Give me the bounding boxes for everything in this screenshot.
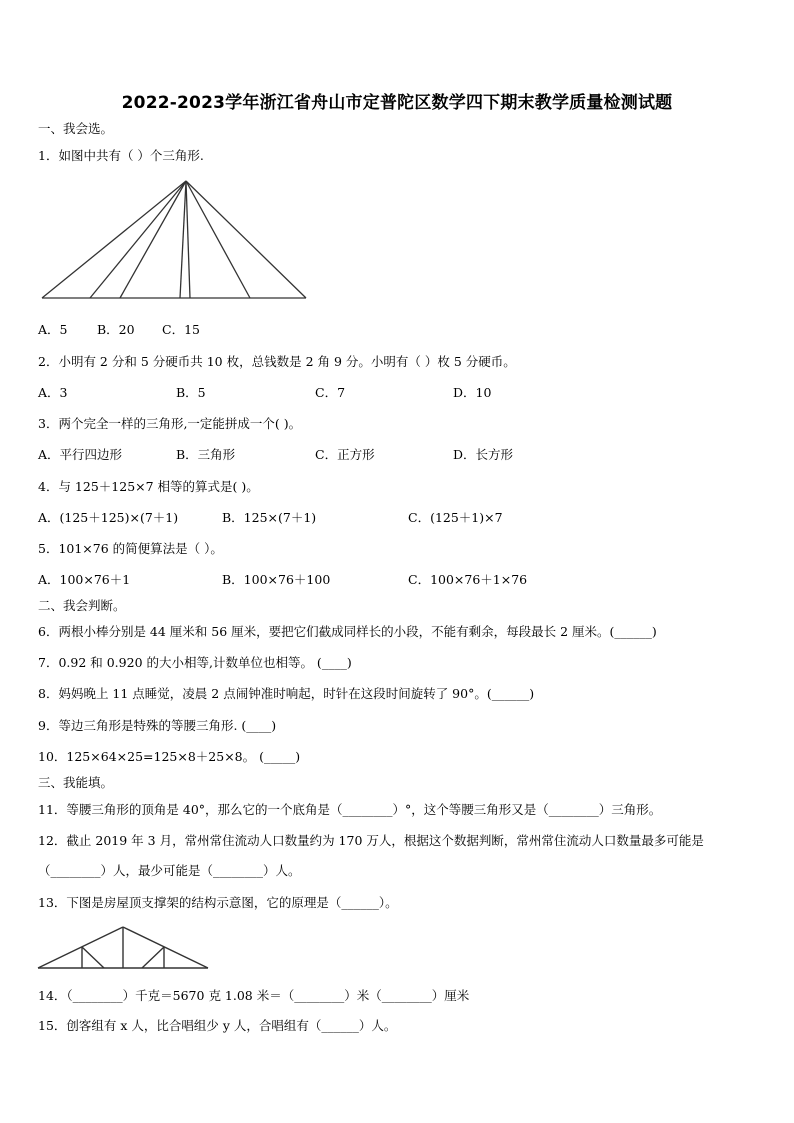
question-13: 13．下图是房屋顶支撑架的结构示意图，它的原理是（______）。: [38, 895, 398, 910]
q1-option-a: A．5: [38, 322, 68, 337]
q1-option-c: C．15: [162, 322, 200, 337]
question-2: 2．小明有 2 分和 5 分硬币共 10 枚，总钱数是 2 角 9 分。小明有（ ）枚 5 分硬币。: [38, 354, 516, 369]
q2-option-b: B．5: [176, 385, 206, 400]
question-4: 4．与 125＋125×7 相等的算式是( )。: [38, 479, 259, 494]
q4-option-b: B．125×(7＋1): [222, 510, 317, 525]
q1-option-b: B．20: [97, 322, 135, 337]
section-heading-1: 一、我会选。: [38, 121, 114, 136]
q4-option-c: C．(125＋1)×7: [408, 510, 503, 525]
question-11: 11．等腰三角形的顶角是 40°，那么它的一个底角是（________）°，这个等腰三角形又是（________）三角形。: [38, 802, 662, 817]
question-14: 14．（________）千克＝5670 克 1.08 米＝（________）米（________）厘米: [38, 988, 470, 1003]
q3-option-b: B．三角形: [176, 447, 236, 462]
q5-option-c: C．100×76＋1×76: [408, 572, 528, 587]
question-6: 6．两根小棒分别是 44 厘米和 56 厘米，要把它们截成同样长的小段，不能有剩余，每段最长 2 厘米。(______): [38, 624, 657, 639]
section-heading-2: 二、我会判断。: [38, 598, 126, 613]
section-heading-3: 三、我能填。: [38, 775, 114, 790]
question-9: 9．等边三角形是特殊的等腰三角形. (____): [38, 718, 277, 733]
q4-option-a: A．(125＋125)×(7＋1): [38, 510, 179, 525]
question-5: 5．101×76 的简便算法是（ ）。: [38, 541, 223, 556]
triangle-figure: [38, 178, 310, 302]
q5-option-a: A．100×76＋1: [38, 572, 131, 587]
q2-option-d: D．10: [453, 385, 492, 400]
q2-option-c: C．7: [315, 385, 346, 400]
q2-option-a: A．3: [38, 385, 68, 400]
q3-option-a: A．平行四边形: [38, 447, 123, 462]
page-title: 2022-2023学年浙江省舟山市定普陀区数学四下期末教学质量检测试题: [121, 93, 673, 113]
question-15: 15．创客组有 x 人，比合唱组少 y 人，合唱组有（______）人。: [38, 1018, 397, 1033]
question-8: 8．妈妈晚上 11 点睡觉，凌晨 2 点闹钟准时响起，时针在这段时间旋转了 90°。(______): [38, 686, 535, 701]
question-1: 1．如图中共有（ ）个三角形.: [38, 148, 204, 163]
question-12-line-1: 12．截止 2019 年 3 月，常州常住流动人口数量约为 170 万人，根据这个数据判断，常州常住流动人口数量最多可能是: [38, 833, 704, 848]
q3-option-c: C．正方形: [315, 447, 375, 462]
roof-truss-figure: [36, 924, 212, 972]
q3-option-d: D．长方形: [453, 447, 514, 462]
question-3: 3．两个完全一样的三角形,一定能拼成一个( )。: [38, 416, 302, 431]
q5-option-b: B．100×76＋100: [222, 572, 331, 587]
question-7: 7．0.92 和 0.920 的大小相等,计数单位也相等。 (____): [38, 655, 352, 670]
question-10: 10．125×64×25=125×8＋25×8。 (_____): [38, 749, 301, 764]
question-12-line-2: （________）人，最少可能是（________）人。: [38, 863, 301, 878]
